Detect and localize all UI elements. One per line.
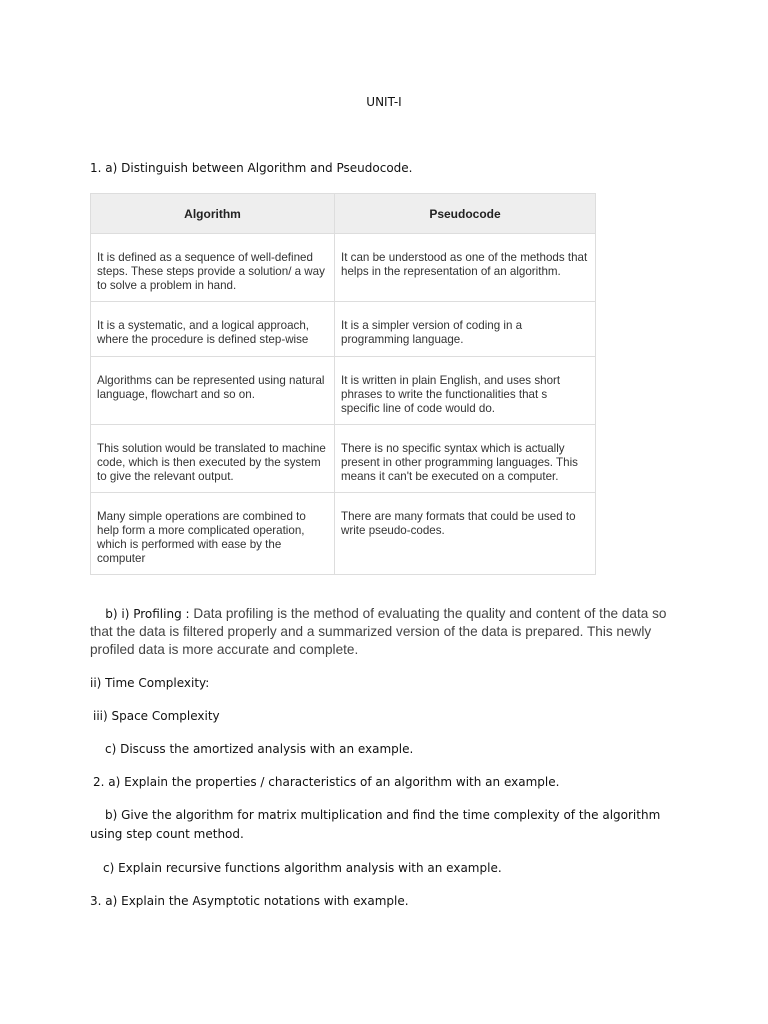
pseudocode-cell: It is written in plain English, and uses short phrases to write the functionalities that s specific line of code would do.: [335, 357, 596, 425]
profiling-definition: Data profiling is the method of evaluating the quality and content of the data so that the data is filtered properly and a summarized version of the data is prepared. This newly profiled data is more accurate and complete.: [90, 606, 667, 657]
profiling-label: b) i) Profiling :: [105, 607, 194, 621]
header-pseudocode: Pseudocode: [335, 194, 596, 234]
table-header-row: [91, 194, 596, 234]
header-algorithm: Algorithm: [91, 194, 335, 234]
pseudocode-cell: It can be understood as one of the methods that helps in the representation of an algorithm.: [335, 234, 596, 302]
algorithm-cell: Algorithms can be represented using natural language, flowchart and so on.: [91, 357, 335, 425]
table-row: [91, 234, 596, 302]
comparison-table: [90, 193, 596, 575]
question-1b-iii: iii) Space Complexity: [93, 709, 220, 723]
algorithm-cell: It is defined as a sequence of well-defined steps. These steps provide a solution/ a way to solve a problem in hand.: [91, 234, 335, 302]
question-1b-profiling: [90, 605, 670, 659]
table-row: [91, 493, 596, 575]
question-3a: 3. a) Explain the Asymptotic notations with example.: [90, 894, 409, 908]
question-1c: c) Discuss the amortized analysis with an example.: [105, 742, 414, 756]
page-title: UNIT-I: [366, 95, 402, 109]
question-2c: c) Explain recursive functions algorithm analysis with an example.: [103, 861, 502, 875]
algorithm-cell: It is a systematic, and a logical approach, where the procedure is defined step-wise: [91, 302, 335, 357]
question-2b: b) Give the algorithm for matrix multiplication and find the time complexity of the algorithm using step count method.: [90, 808, 661, 841]
question-2a: 2. a) Explain the properties / characteristics of an algorithm with an example.: [93, 775, 560, 789]
table-row: [91, 425, 596, 493]
question-1b-ii: ii) Time Complexity:: [90, 676, 210, 690]
table-row: [91, 357, 596, 425]
pseudocode-cell: There are many formats that could be used to write pseudo-codes.: [335, 493, 596, 575]
algorithm-cell: Many simple operations are combined to help form a more complicated operation, which is performed with ease by the computer: [91, 493, 335, 575]
question-1a: 1. a) Distinguish between Algorithm and Pseudocode.: [90, 161, 413, 175]
table-row: [91, 302, 596, 357]
pseudocode-cell: It is a simpler version of coding in a programming language.: [335, 302, 596, 357]
algorithm-cell: This solution would be translated to machine code, which is then executed by the system to give the relevant output.: [91, 425, 335, 493]
pseudocode-cell: There is no specific syntax which is actually present in other programming languages. This means it can't be executed on a computer.: [335, 425, 596, 493]
